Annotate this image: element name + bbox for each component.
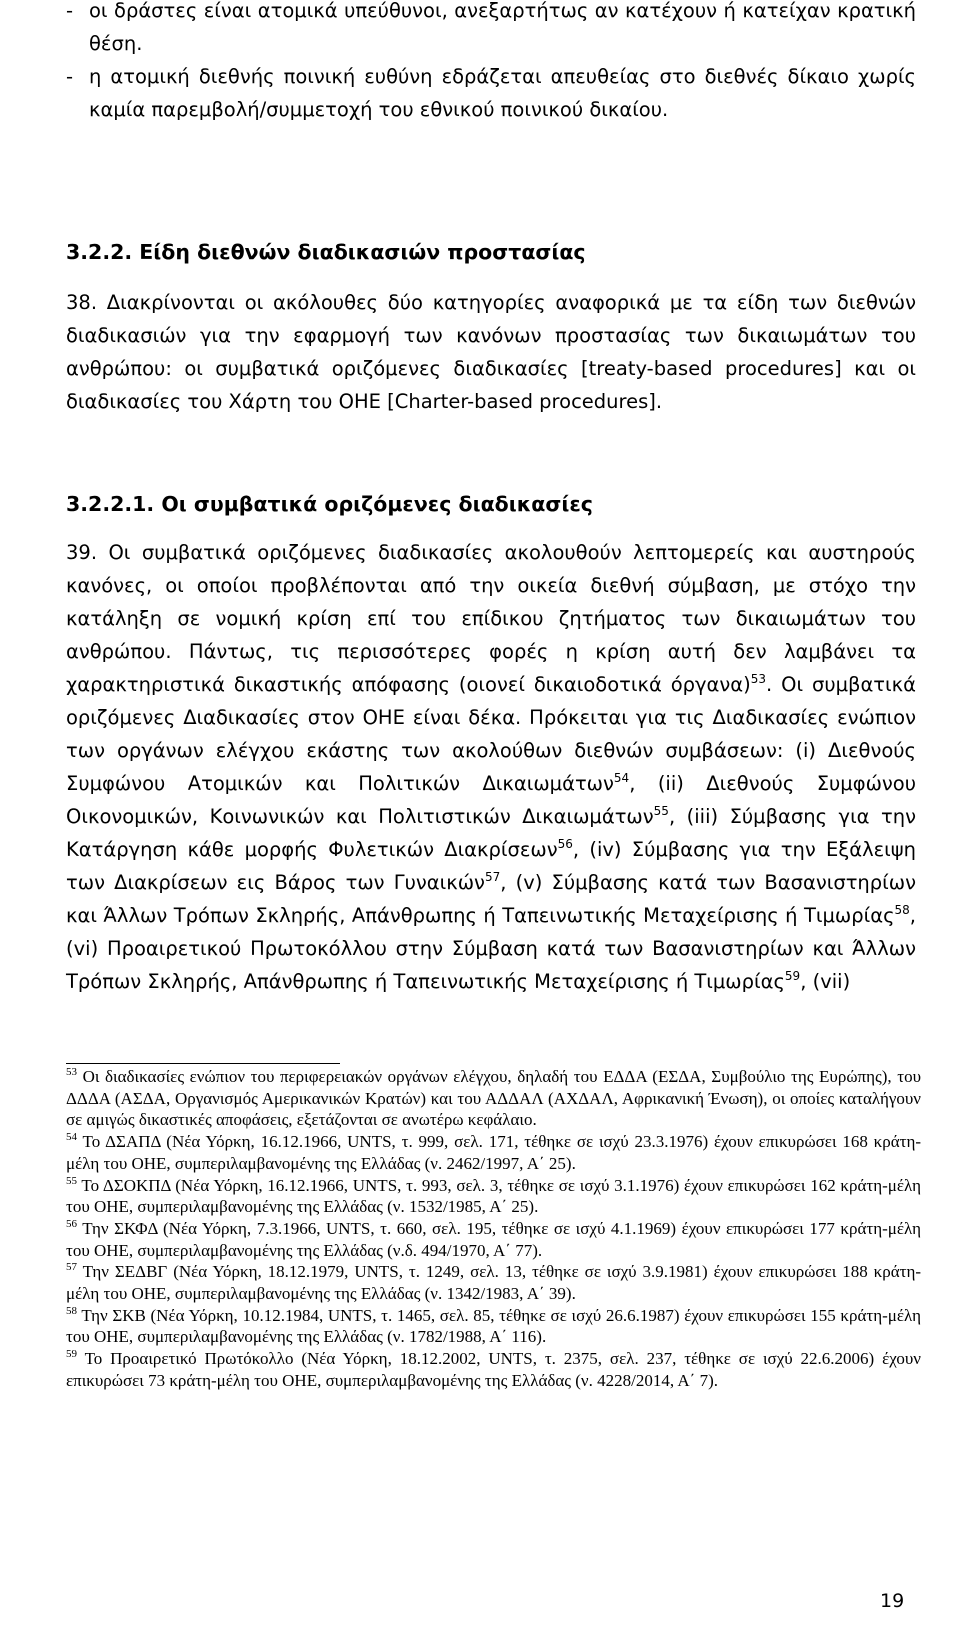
footnote-ref[interactable]: 59 — [784, 969, 801, 983]
footnote-ref[interactable]: 54 — [613, 771, 630, 785]
footnote: $^{59}$ Το Προαιρετικό Πρωτόκολλο (Νέα Υόρκη, 18.12.2002, UNTS, τ. 2375, σελ. 237, τέθηκε σε ισχύ 22.6.2006) έχουν επικυρώσει 73 κράτη-μέλη του ΟΗΕ, συμπεριλαμβανομένης της Ελλάδας (ν. 4228/2014, Α΄ 7). — [66, 1348, 921, 1390]
bullet-text: η ατομική διεθνής ποινική ευθύνη εδράζεται απευθείας στο διεθνές δίκαιο χωρίς καμία παρεμβολή/συμμετοχή του εθνικού ποινικού δικαίου. — [89, 65, 916, 121]
section-heading-3-2-2: 3.2.2. Είδη διεθνών διαδικασιών προστασίας — [66, 240, 586, 264]
paragraph-39 — [66, 536, 916, 998]
footnote: $^{53}$ Οι διαδικασίες ενώπιον του περιφερειακών οργάνων ελέγχου, δηλαδή του ΕΔΔΑ (ΕΣΔΑ, Συμβούλιο της Ευρώπης), του ΔΔΔΑ (ΑΣΔΑ, Οργανισμός Αμερικανικών Κρατών) και του ΑΔΔΑΛ (ΑΧΔΑΛ, Αφρικανική Ένωση), οι οποίες καταλήγουν σε αμιγώς δικαστικές αποφάσεις, εξετάζονται σε ανωτέρω κεφάλαιο. — [66, 1066, 921, 1130]
footnote-ref[interactable]: 53 — [750, 672, 767, 686]
footnote-ref[interactable]: 57 — [484, 870, 501, 884]
bullet-marker: - — [66, 65, 74, 88]
paragraph-39-text: 39. Οι συμβατικά οριζόμενες διαδικασίες ακολουθούν λεπτομερείς και αυστηρούς κανόνες, οι οποίοι προβλέπονται από την οικεία διεθνή σύμβαση, με στόχο την κατάληξη σε νομική κρίση επί του επίδικου ζητήματος των δικαιωμάτων του ανθρώπου. Πάντως, τις περισσότερες φορές η κρίση αυτή δεν λαμβάνει τα χαρακτηριστικά δικαστικής απόφασης (οιονεί δικαιοδοτικά όργανα)$^{53}$. Οι συμβατικά οριζόμενες Διαδικασίες στον ΟΗΕ είναι δέκα. Πρόκειται για τις Διαδικασίες ενώπιον των οργάνων ελέγχου εκάστης των ακολούθων διεθνών συμβάσεων: (i) Διεθνούς Συμφώνου Ατομικών και Πολιτικών Δικαιωμάτων$^{54}$, (ii) Διεθνούς Συμφώνου Οικονομικών, Κοινωνικών και Πολιτιστικών Δικαιωμάτων$^{55}$, (iii) Σύμβασης για την Κατάργηση κάθε μορφής Φυλετικών Διακρίσεων$^{56}$, (iv) Σύμβασης για την Εξάλειψη των Διακρίσεων εις Βάρος των Γυναικών$^{57}$, (v) Σύμβασης κατά των Βασανιστηρίων και Άλλων Τρόπων Σκληρής, Απάνθρωπης ή Ταπεινωτικής Μεταχείρισης ή Τιμωρίας$^{58}$, (vi) Προαιρετικού Πρωτοκόλλου στην Σύμβαση κατά των Βασανιστηρίων και Άλλων Τρόπων Σκληρής, Απάνθρωπης ή Ταπεινωτικής Μεταχείρισης ή Τιμωρίας$^{59}$, (vii) — [66, 541, 916, 993]
section-heading-3-2-2-1: 3.2.2.1. Οι συμβατικά οριζόμενες διαδικασίες — [66, 492, 593, 516]
footnote-ref[interactable]: 56 — [557, 837, 573, 851]
paragraph-38-text: 38. Διακρίνονται οι ακόλουθες δύο κατηγορίες αναφορικά με τα είδη των διεθνών διαδικασιών για την εφαρμογή των κανόνων προστασίας των δικαιωμάτων του ανθρώπου: οι συμβατικά οριζόμενες διαδικασίες [treaty-based procedures] και οι διαδικασίες του Χάρτη του ΟΗΕ [Charter-based procedures]. — [66, 291, 916, 413]
bullet-marker: - — [66, 0, 74, 22]
footnote: $^{57}$ Την ΣΕΔΒΓ (Νέα Υόρκη, 18.12.1979, UNTS, τ. 1249, σελ. 13, τέθηκε σε ισχύ 3.9.1981) έχουν επικυρώσει 188 κράτη-μέλη του ΟΗΕ, συμπεριλαμβανομένης της Ελλάδας (ν. 1342/1983, Α΄ 39). — [66, 1261, 921, 1304]
bullet-item — [66, 0, 916, 60]
footnote-ref[interactable]: 58 — [894, 903, 910, 917]
footnote: $^{56}$ Την ΣΚΦΔ (Νέα Υόρκη, 7.3.1966, UNTS, τ. 660, σελ. 195, τέθηκε σε ισχύ 4.1.1969) έχουν επικυρώσει 177 κράτη-μέλη του ΟΗΕ, συμπεριλαμβανομένης της Ελλάδας (ν.δ. 494/1970, Α΄ 77). — [66, 1217, 921, 1260]
bullet-item — [66, 60, 916, 126]
footnote: $^{58}$ Την ΣΚΒ (Νέα Υόρκη, 10.12.1984, UNTS, τ. 1465, σελ. 85, τέθηκε σε ισχύ 26.6.1987) έχουν επικυρώσει 155 κράτη-μέλη του ΟΗΕ, συμπεριλαμβανομένης της Ελλάδας (ν. 1782/1988, Α΄ 116). — [66, 1304, 921, 1347]
footnote-separator — [66, 1063, 340, 1064]
footnotes — [66, 1066, 921, 1392]
page-number: 19 — [880, 1590, 905, 1612]
bullet-list — [66, 0, 916, 126]
bullet-text: οι δράστες είναι ατομικά υπεύθυνοι, ανεξαρτήτως αν κατέχουν ή κατείχαν κρατική θέση. — [89, 0, 916, 55]
footnote-ref[interactable]: 55 — [653, 804, 669, 818]
footnote: $^{54}$ Το ΔΣΑΠΔ (Νέα Υόρκη, 16.12.1966, UNTS, τ. 999, σελ. 171, τέθηκε σε ισχύ 23.3.1976) έχουν επικυρώσει 168 κράτη-μέλη του ΟΗΕ, συμπεριλαμβανομένης της Ελλάδας (ν. 2462/1997, Α΄ 25). — [66, 1131, 921, 1173]
footnote: $^{55}$ Το ΔΣΟΚΠΔ (Νέα Υόρκη, 16.12.1966, UNTS, τ. 993, σελ. 3, τέθηκε σε ισχύ 3.1.1976) έχουν επικυρώσει 162 κράτη-μέλη του ΟΗΕ, συμπεριλαμβανομένης της Ελλάδας (ν. 1532/1985, Α΄ 25). — [66, 1174, 921, 1217]
paragraph-38 — [66, 286, 916, 418]
